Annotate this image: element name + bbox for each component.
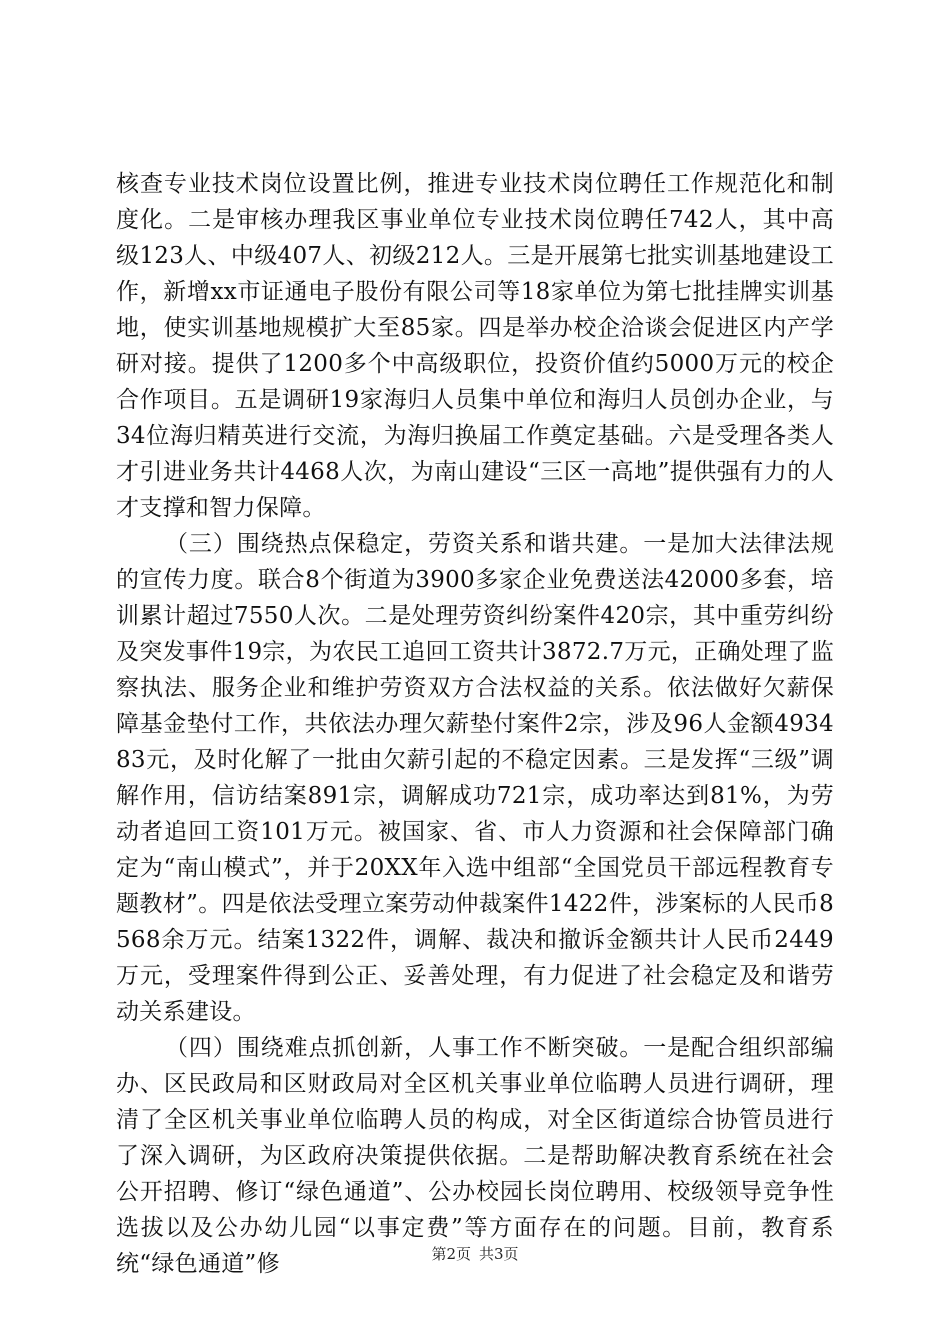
page-footer	[0, 1244, 950, 1264]
paragraph-1: 核查专业技术岗位设置比例，推进专业技术岗位聘任工作规范化和制度化。二是审核办理我区事业单位专业技术岗位聘任742人，其中高级123人、中级407人、初级212人。三是开展第七批实训基地建设工作，新增xx市证通电子股份有限公司等18家单位为第七批挂牌实训基地，使实训基地规模扩大至85家。四是举办校企洽谈会促进区内产学研对接。提供了1200多个中高级职位，投资价值约5000万元的校企合作项目。五是调研19家海归人员集中单位和海归人员创办企业，与34位海归精英进行交流，为海归换届工作奠定基础。六是受理各类人才引进业务共计4468人次，为南山建设“三区一高地”提供强有力的人才支撑和智力保障。	[116, 171, 834, 521]
paragraph-3: （四）围绕难点抓创新，人事工作不断突破。一是配合组织部编办、区民政局和区财政局对全区机关事业单位临聘人员进行调研，理清了全区机关事业单位临聘人员的构成，对全区街道综合协管员进行了深入调研，为区政府决策提供依据。二是帮助解决教育系统在社会公开招聘、修订“绿色通道”、公办校园长岗位聘用、校级领导竞争性选拔以及公办幼儿园“以事定费”等方面存在的问题。目前，教育系统“绿色通道”修	[116, 1035, 834, 1277]
document-body	[116, 166, 834, 1282]
page-total: 共3页	[479, 1245, 519, 1263]
page-number: 第2页	[431, 1245, 471, 1263]
paragraph-2: （三）围绕热点保稳定，劳资关系和谐共建。一是加大法律法规的宣传力度。联合8个街道为3900多家企业免费送法42000多套，培训累计超过7550人次。二是处理劳资纠纷案件420宗，其中重劳纠纷及突发事件19宗，为农民工追回工资共计3872.7万元，正确处理了监察执法、服务企业和维护劳资双方合法权益的关系。依法做好欠薪保障基金垫付工作，共依法办理欠薪垫付案件2宗，涉及96人金额493483元，及时化解了一批由欠薪引起的不稳定因素。三是发挥“三级”调解作用，信访结案891宗，调解成功721宗，成功率达到81%，为劳动者追回工资101万元。被国家、省、市人力资源和社会保障部门确定为“南山模式”，并于20XX年入选中组部“全国党员干部远程教育专题教材”。四是依法受理立案劳动仲裁案件1422件，涉案标的人民币8568余万元。结案1322件，调解、裁决和撤诉金额共计人民币2449万元，受理案件得到公正、妥善处理，有力促进了社会稳定及和谐劳动关系建设。	[116, 531, 834, 1025]
